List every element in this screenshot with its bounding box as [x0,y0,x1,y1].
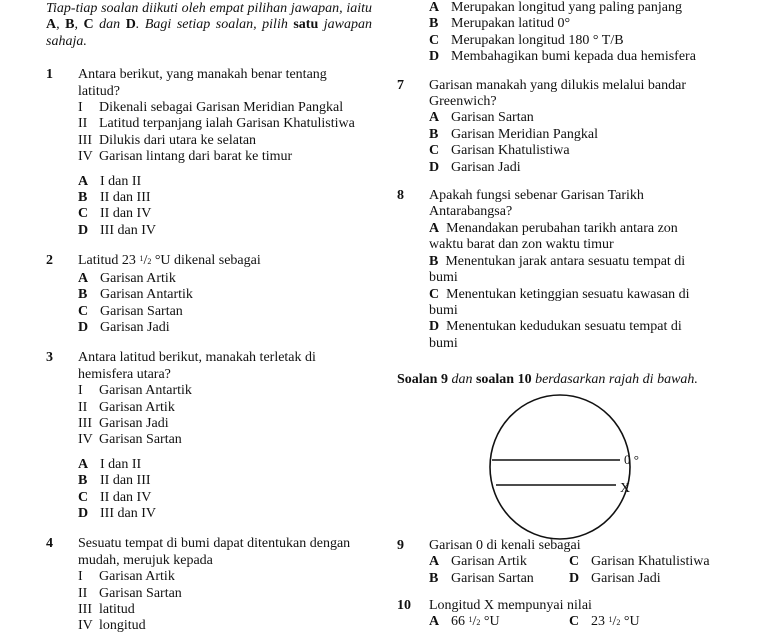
question-number: 10 [397,598,411,613]
instructions-text: dan [93,17,126,33]
question-number: 9 [397,538,404,553]
question-number: 1 [46,67,53,83]
question-number: 7 [397,77,404,93]
statement-text: Dilukis dari utara ke selatan [99,132,257,148]
option-text: Garisan Jadi [100,319,170,335]
statement-numeral: IV [78,432,93,448]
option-text: Menentukan jarak antara sesuatu tempat di bumi [429,253,686,286]
option-text: Garisan Artik [100,270,176,286]
option-text: I dan II [100,456,142,472]
answer-option[interactable] [429,160,717,176]
fraction-denominator: 2 [147,257,152,267]
statement-numeral: II [78,585,88,601]
instructions-text: . Bagi setiap soalan, pilih [135,17,294,33]
statement-numeral: IV [78,618,93,634]
fraction-denominator: 2 [476,618,481,628]
answer-option[interactable] [429,0,717,16]
option-text: Garisan Sartan [451,110,534,126]
statement-text: Garisan Sartan [99,585,182,601]
statement-numeral: IV [78,149,93,165]
statement-numeral: II [78,399,88,415]
statement-numeral: III [78,132,92,148]
question-stem: Antara latitud berikut, manakah terletak di hemisfera utara? [78,350,316,382]
option-letter: B [78,190,88,206]
caption-soalan-9: Soalan 9 [397,372,448,388]
option-text: Membahagikan bumi kepada dua hemisfera [451,49,696,65]
statement-text: Garisan Artik [99,399,175,415]
answer-option[interactable] [78,490,372,506]
option-letter: A [429,554,440,570]
statement [78,100,372,116]
option-letter: B [429,570,439,586]
option-text: III dan IV [100,505,156,521]
option-text: Garisan Sartan [451,570,534,586]
option-letter: C [569,554,580,570]
statement-numeral: I [78,383,83,399]
label-x: X [620,481,631,496]
question-1 [46,67,372,239]
statement [78,586,372,602]
option-letter: C [429,143,440,159]
statement-text: Latitud terpanjang ialah Garisan Khatulistiwa [99,116,355,132]
option-letter: D [429,159,440,175]
statement [78,432,372,448]
option-text: Garisan Sartan [100,303,183,319]
option-text: Garisan Khatulistiwa [591,554,710,570]
option-text: 66 [451,614,469,630]
statement-text: Garisan Jadi [99,415,169,431]
option-letter: C [569,614,580,630]
globe-outline [490,395,630,539]
option-letter: B [429,253,439,269]
answer-option[interactable] [78,457,372,473]
answer-option[interactable] [78,206,372,222]
option-text: Menandakan perubahan tarikh antara zon waktu barat dan zon waktu timur [429,220,678,253]
question-stem: Apakah fungsi sebenar Garisan Tarikh Antarabangsa? [429,188,644,220]
answer-option[interactable] [429,554,569,570]
option-letter: D [569,570,580,586]
option-text: Merupakan latitud 0° [451,16,571,32]
question-number: 4 [46,536,53,552]
option-text: II dan IV [100,206,152,222]
option-letter: C [78,206,89,222]
option-letter: A [429,110,440,126]
answer-option[interactable] [78,190,372,206]
statement-numeral: I [78,569,83,585]
answer-option[interactable] [429,33,717,49]
option-letter: C [78,489,89,505]
instructions [46,0,372,50]
figure-caption [397,372,717,388]
answer-option[interactable] [78,304,372,320]
option-text: II dan III [100,190,151,206]
question-stem: Garisan 0 di kenali sebagai [429,538,581,553]
caption-text: berdasarkan rajah di bawah. [531,372,698,388]
option-letter: A [429,0,440,15]
instructions-text: Tiap-tiap soalan diikuti oleh empat pilihan jawapan, iaitu [46,1,372,16]
instructions-option-d: D [125,17,136,33]
statement-numeral: I [78,100,83,116]
option-letter: A [78,270,89,286]
question-10 [397,598,727,632]
right-column [397,0,717,630]
answer-option[interactable] [78,506,372,522]
option-letter: A [78,173,89,189]
question-3 [46,350,372,522]
answer-option[interactable] [429,287,701,320]
question-number: 2 [46,253,53,269]
statement [78,383,372,399]
option-row [429,614,727,631]
fraction-numerator: 1 [139,254,144,264]
answer-option[interactable] [429,571,569,587]
statement-text: Garisan lintang dari barat ke timur [99,149,293,165]
option-letter: A [429,220,440,236]
instructions-sep: , [56,17,66,33]
statement [78,149,372,165]
option-letter: D [78,505,89,521]
statement-text: Garisan Sartan [99,432,182,448]
answer-option[interactable] [569,571,661,587]
option-row [429,571,727,587]
option-text: Merupakan longitud yang paling panjang [451,0,682,15]
statement [78,618,372,634]
statement [78,416,372,432]
option-text: Merupakan longitud 180 ° T/B [451,32,624,48]
instructions-text: jawapan sahaja. [46,17,373,49]
option-letter: B [429,16,439,32]
statement [78,133,372,149]
left-column [46,0,372,635]
question-stem: Garisan manakah yang dilukis melalui bandar Greenwich? [429,77,686,110]
question-stem: Antara berikut, yang manakah benar tentang latitud? [78,67,327,99]
statement-text: Garisan Antartik [99,383,192,399]
answer-option[interactable] [429,16,717,32]
option-row [429,554,727,570]
statement-text: Dikenali sebagai Garisan Meridian Pangkal [99,100,344,116]
option-letter: B [78,473,88,489]
option-letter: A [429,614,440,630]
fraction-numerator: 1 [608,615,613,625]
statement [78,400,372,416]
statement-numeral: III [78,415,92,431]
option-text: Garisan Artik [451,554,527,570]
question-2 [46,253,372,336]
answer-option[interactable] [429,143,717,159]
label-zero: 0 ° [624,452,639,467]
instructions-option-c: C [83,17,94,33]
option-text: Menentukan kedudukan sesuatu tempat di bumi [429,319,682,351]
caption-text: dan [447,372,476,388]
statement-numeral: III [78,602,92,617]
option-text: Menentukan ketinggian sesuatu kawasan di bumi [429,286,690,318]
question-9 [397,538,727,587]
answer-option[interactable] [429,110,717,126]
statement-text: longitud [99,618,146,634]
question-stem: Sesuatu tempat di bumi dapat ditentukan dengan mudah, merujuk kepada [78,536,351,568]
option-text: °U [620,614,640,630]
statement [78,116,372,132]
option-letter: B [429,126,439,142]
answer-option[interactable] [78,287,372,303]
option-text: Garisan Jadi [451,159,521,175]
question-number: 8 [397,188,404,204]
question-stem: Longitud X mempunyai nilai [429,598,592,613]
question-8 [397,188,717,352]
statement [78,569,372,585]
answer-option[interactable] [429,127,717,143]
instructions-sep: , [74,17,84,33]
option-letter: C [429,286,440,302]
option-letter: C [78,303,89,319]
statement-numeral: II [78,116,88,132]
answer-option[interactable]: C 23 $^1$/2 °U [569,614,640,630]
option-text: °U [480,614,500,630]
option-text: II dan III [100,473,151,489]
option-text: Garisan Jadi [591,570,661,586]
option-text: Garisan Meridian Pangkal [451,126,598,142]
option-letter: D [78,319,89,335]
statement-text: Garisan Artik [99,569,175,585]
stem-text: Latitud 23 [78,253,140,269]
answer-option[interactable] [429,221,701,254]
answer-option[interactable] [78,320,372,336]
answer-option[interactable] [569,554,710,570]
answer-option[interactable] [78,271,372,287]
option-text: Garisan Antartik [100,287,193,303]
answer-option[interactable] [78,223,372,239]
option-letter: A [78,456,89,472]
question-4 [46,536,372,634]
option-letter: C [429,32,440,48]
statement-text: latitud [99,602,135,617]
option-letter: D [429,49,440,65]
answer-option[interactable] [429,254,701,287]
question-number: 3 [46,350,53,366]
statement [78,602,372,618]
option-text: II dan IV [100,489,152,505]
fraction-numerator: 1 [468,615,473,625]
option-text: 23 [591,614,609,630]
question-7 [397,78,717,176]
question-6-options [397,0,717,66]
instructions-option-b: B [65,17,75,33]
fraction-denominator: 2 [616,618,621,628]
answer-option[interactable] [78,174,372,190]
caption-soalan-10: soalan 10 [475,372,532,388]
answer-option[interactable] [429,49,717,65]
instructions-satu: satu [293,17,319,33]
globe-figure [486,392,646,542]
stem-text: °U dikenal sebagai [151,253,261,269]
question-stem: Latitud 23 $^1$/2 °U dikenal sebagai [78,253,261,269]
option-letter: D [429,319,440,335]
instructions-option-a: A [46,17,57,33]
answer-option[interactable] [429,319,701,352]
option-text: Garisan Khatulistiwa [451,143,570,159]
answer-option[interactable]: A 66 $^1$/2 °U [429,614,500,630]
option-letter: D [78,222,89,238]
option-letter: B [78,287,88,303]
option-text: I dan II [100,173,142,189]
option-text: III dan IV [100,222,156,238]
answer-option[interactable] [78,473,372,489]
